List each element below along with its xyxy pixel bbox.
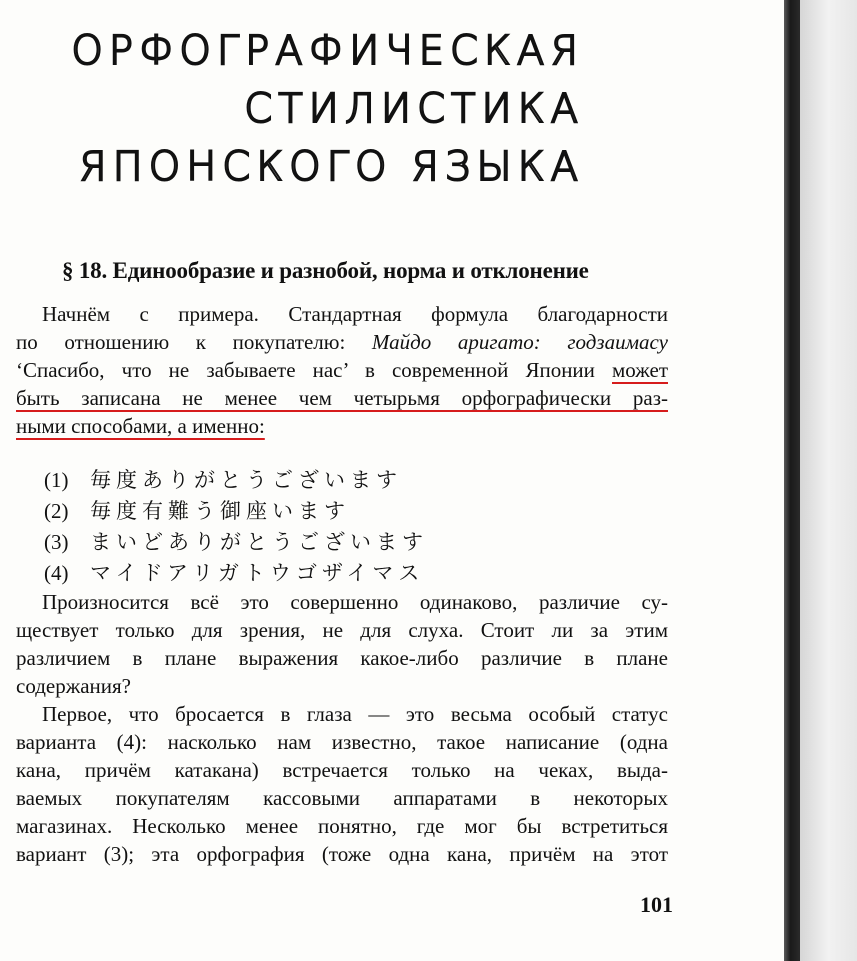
paragraph-1-line-3 (16, 356, 668, 384)
example-number: (2) (44, 499, 69, 523)
paragraph-3-line-2: варианта (4): насколько нам известно, такое написание (одна (16, 730, 668, 754)
underlined-text-end: ными способами, а именно: (16, 414, 265, 438)
underlined-text-start: может (612, 358, 668, 382)
example-number: (1) (44, 468, 69, 492)
paragraph-2-line-3: различием в плане выражения какое-либо различие в плане (16, 646, 668, 670)
paragraph-3-line-1: Первое, что бросается в глаза — это весьма особый статус (42, 702, 668, 726)
example-item-1 (44, 464, 428, 495)
paragraph-1-line-5 (16, 412, 668, 440)
book-spine-shadow (784, 0, 800, 961)
paragraph-3-line-4: ваемых покупателям кассовыми аппаратами в некоторых (16, 786, 668, 810)
paragraph-2-line-1: Произносится всё это совершенно одинаково, различие су- (42, 590, 668, 614)
paragraph-2-line-4: содержания? (16, 674, 132, 698)
paragraph-1-line-4: быть записана не менее чем четырьмя орфографически раз- (16, 386, 668, 410)
paragraph-3-line-5: магазинах. Несколько менее понятно, где мог бы встретиться (16, 814, 668, 838)
japanese-phrase-transcription: Майдо аригато: годзаимасу (371, 330, 668, 354)
chapter-title-line-2: СТИЛИСТИКА (244, 86, 584, 132)
example-japanese-text: マイドアリガトウゴザイマス (90, 561, 425, 585)
example-item-4 (44, 557, 428, 588)
chapter-title-line-1: ОРФОГРАФИЧЕСКАЯ (71, 28, 584, 74)
paragraph-3 (16, 700, 668, 868)
example-item-3 (44, 526, 428, 557)
example-number: (3) (44, 530, 69, 554)
example-number: (4) (44, 561, 69, 585)
example-japanese-text: まいどありがとうございます (90, 530, 428, 554)
paragraph-1 (16, 300, 668, 440)
example-item-2 (44, 495, 428, 526)
chapter-title (71, 22, 584, 196)
paragraph-1-line-1: Начнём с примера. Стандартная формула благодарности (42, 302, 668, 326)
example-japanese-text: 毎度ありがとうございます (90, 468, 402, 492)
page-number: 101 (640, 892, 673, 917)
paragraph-3-line-6: вариант (3); эта орфография (тоже одна кана, причём на этот (16, 842, 668, 866)
example-japanese-text: 毎度有難う御座います (90, 499, 350, 523)
paragraph-1-line-2 (16, 328, 668, 356)
paragraph-1-line-2-text: по отношению к покупателю: (16, 330, 372, 354)
paragraph-2 (16, 588, 668, 700)
adjacent-page-edge (800, 0, 857, 961)
paragraph-2-line-2: ществует только для зрения, не для слуха. Стоит ли за этим (16, 618, 668, 642)
example-list (44, 464, 428, 588)
paragraph-1-line-3-text: ‘Спасибо, что не забываете нас’ в современной Японии (16, 358, 612, 382)
chapter-title-line-3: ЯПОНСКОГО ЯЗЫКА (78, 144, 584, 190)
paragraph-3-line-3: кана, причём катакана) встречается только на чеках, выда- (16, 758, 668, 782)
section-heading: § 18. Единообразие и разнобой, норма и отклонение (62, 258, 589, 283)
